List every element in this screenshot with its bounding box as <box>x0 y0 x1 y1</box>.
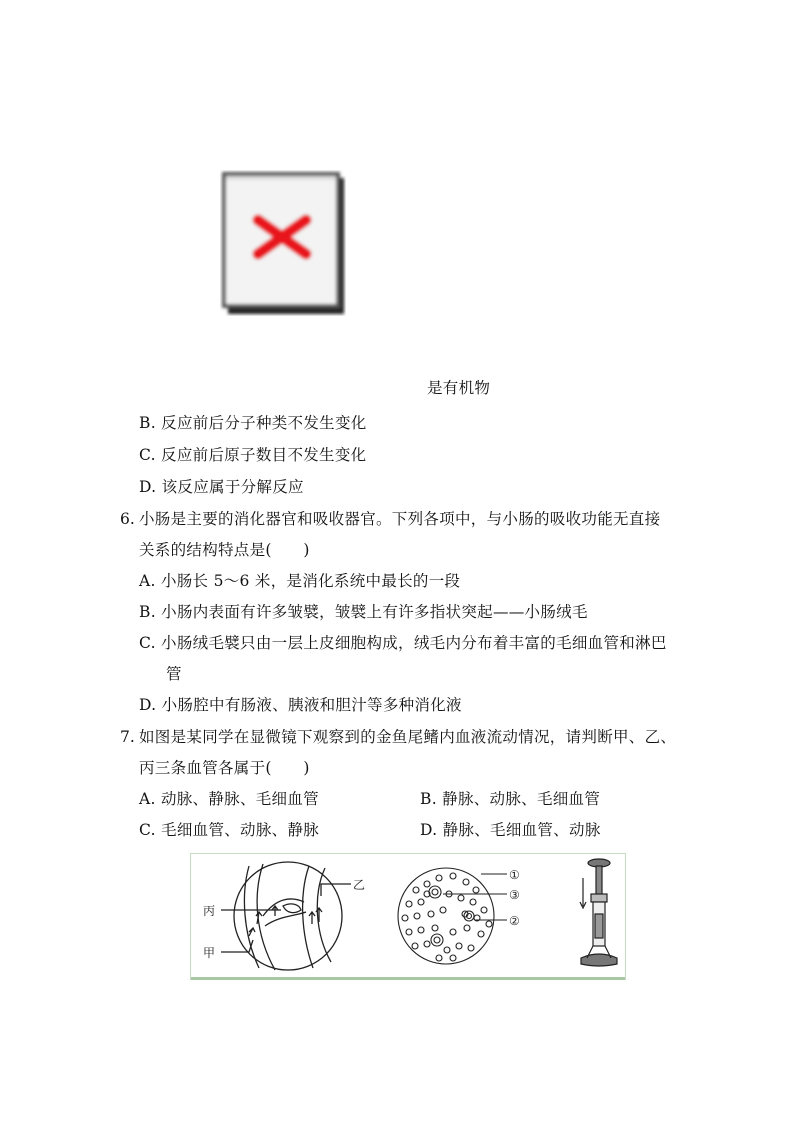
apparatus-diagram <box>580 859 617 966</box>
label-yi: 乙 <box>353 878 366 892</box>
q6-option-d: D. 小肠腔中有肠液、胰液和胆汁等多种消化液 <box>139 696 462 714</box>
question-6-number: 6. <box>120 510 135 528</box>
broken-image-icon <box>220 170 346 316</box>
q7-option-a: A. 动脉、静脉、毛细血管 <box>139 790 319 808</box>
q6-option-c-line1: C. 小肠绒毛襞只由一层上皮细胞构成，绒毛内分布着丰富的毛细血管和淋巴 <box>139 634 667 652</box>
question-7-stem-line2: 丙三条血管各属于( ) <box>139 759 310 777</box>
blood-flow-figure <box>190 853 626 980</box>
q5-option-d: D. 该反应属于分解反应 <box>139 478 304 496</box>
question-5-stem-fragment: 是有机物 <box>427 379 491 397</box>
question-7-stem-line1: 如图是某同学在显微镜下观察到的金鱼尾鳍内血液流动情况，请判断甲、乙、 <box>139 728 677 746</box>
q6-option-b: B. 小肠内表面有许多皱襞，皱襞上有许多指状突起——小肠绒毛 <box>139 603 588 621</box>
label-3: ③ <box>509 888 520 902</box>
label-bing: 丙 <box>203 904 216 918</box>
question-6-stem-line2: 关系的结构特点是( ) <box>139 541 310 559</box>
label-1: ① <box>509 868 520 882</box>
q7-option-c: C. 毛细血管、动脉、静脉 <box>139 821 320 839</box>
label-jia: 甲 <box>203 946 216 960</box>
q7-option-d: D. 静脉、毛细血管、动脉 <box>420 821 601 839</box>
q7-option-b: B. 静脉、动脉、毛细血管 <box>420 790 601 808</box>
blood-smear-diagram <box>398 868 507 964</box>
question-7-number: 7. <box>120 728 135 746</box>
label-2: ② <box>509 914 520 928</box>
q6-option-c-line2: 管 <box>166 665 182 683</box>
vessel-diagram <box>221 862 351 970</box>
q5-option-b: B. 反应前后分子种类不发生变化 <box>139 414 367 432</box>
q6-option-a: A. 小肠长 5～6 米，是消化系统中最长的一段 <box>139 572 461 590</box>
question-6-stem-line1: 小肠是主要的消化器官和吸收器官。下列各项中，与小肠的吸收功能无直接 <box>139 510 661 528</box>
q5-option-c: C. 反应前后原子数目不发生变化 <box>139 446 367 464</box>
